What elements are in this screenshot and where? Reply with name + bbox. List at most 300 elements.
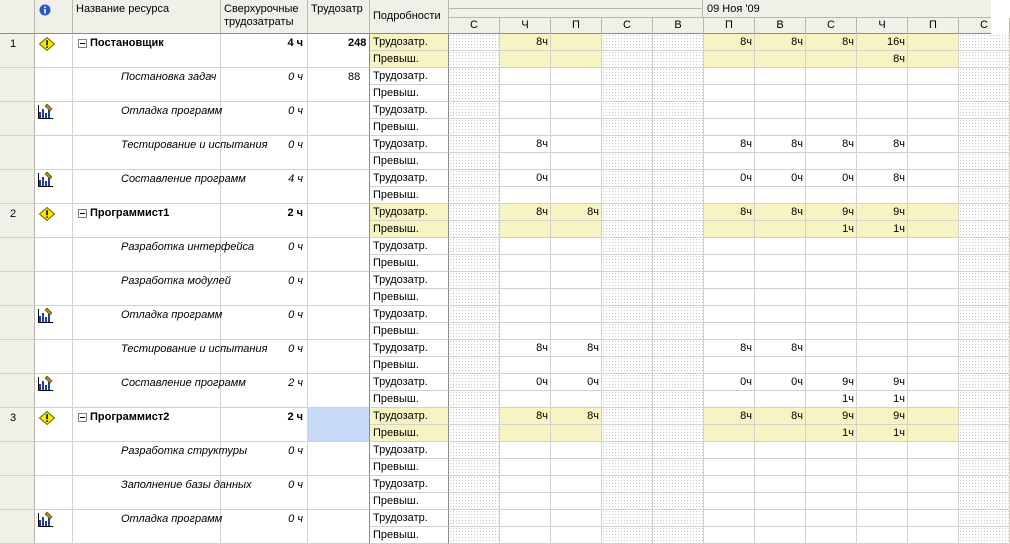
resource-name-cell[interactable] xyxy=(73,136,268,170)
timephased-cell[interactable] xyxy=(908,289,959,306)
row-number[interactable] xyxy=(0,442,35,476)
timephased-cell[interactable] xyxy=(755,289,806,306)
overtime-cell[interactable]: 0 ч xyxy=(221,102,308,136)
timephased-cell[interactable] xyxy=(602,476,653,493)
indicator-cell[interactable] xyxy=(35,34,73,68)
indicator-cell[interactable] xyxy=(35,272,73,306)
resource-name-cell[interactable] xyxy=(73,442,248,476)
timephased-cell[interactable] xyxy=(755,510,806,527)
resource-name-cell[interactable] xyxy=(73,510,221,544)
timephased-cell[interactable] xyxy=(857,493,908,510)
timephased-cell[interactable]: 1ч xyxy=(857,425,908,442)
resource-name-cell[interactable] xyxy=(73,374,246,408)
timephased-cell[interactable] xyxy=(857,340,908,357)
timephased-cell[interactable] xyxy=(551,102,602,119)
timephased-cell[interactable] xyxy=(551,323,602,340)
timephased-cell[interactable] xyxy=(806,51,857,68)
timephased-cell[interactable] xyxy=(755,493,806,510)
timephased-cell[interactable]: 8ч xyxy=(500,136,551,153)
indicator-cell[interactable] xyxy=(35,374,73,408)
timephased-cell[interactable] xyxy=(857,476,908,493)
timephased-cell[interactable] xyxy=(908,357,959,374)
timephased-cell[interactable] xyxy=(704,187,755,204)
timephased-cell[interactable] xyxy=(704,306,755,323)
timephased-cell[interactable] xyxy=(857,68,908,85)
resource-name-cell[interactable] xyxy=(73,204,221,238)
timephased-cell[interactable] xyxy=(449,102,500,119)
timephased-cell[interactable] xyxy=(806,340,857,357)
timephased-cell[interactable] xyxy=(908,102,959,119)
timephased-cell[interactable] xyxy=(908,527,959,544)
timephased-cell[interactable]: 9ч xyxy=(806,374,857,391)
timephased-cell[interactable] xyxy=(908,391,959,408)
timephased-cell[interactable] xyxy=(908,170,959,187)
indicator-cell[interactable] xyxy=(35,340,73,374)
timephased-cell[interactable]: 9ч xyxy=(857,374,908,391)
timephased-cell[interactable] xyxy=(704,68,755,85)
timephased-cell[interactable] xyxy=(653,340,704,357)
row-number[interactable] xyxy=(0,306,35,340)
work-cell[interactable] xyxy=(308,442,370,476)
work-cell[interactable] xyxy=(308,374,370,408)
timephased-cell[interactable] xyxy=(551,51,602,68)
timephased-cell[interactable] xyxy=(908,510,959,527)
row-number[interactable] xyxy=(0,476,35,510)
overtime-cell[interactable]: 0 ч xyxy=(221,510,308,544)
timephased-cell[interactable] xyxy=(908,221,959,238)
timephased-cell[interactable] xyxy=(857,255,908,272)
timephased-cell[interactable] xyxy=(806,493,857,510)
timephased-cell[interactable] xyxy=(500,527,551,544)
timephased-cell[interactable] xyxy=(449,459,500,476)
timephased-cell[interactable] xyxy=(500,391,551,408)
header-indicators[interactable] xyxy=(35,0,73,34)
timephased-cell[interactable] xyxy=(653,204,704,221)
timephased-cell[interactable] xyxy=(653,323,704,340)
timephased-cell[interactable] xyxy=(551,34,602,51)
timephased-cell[interactable] xyxy=(908,476,959,493)
timephased-cell[interactable] xyxy=(551,68,602,85)
timephased-cell[interactable] xyxy=(653,238,704,255)
timephased-cell[interactable] xyxy=(551,442,602,459)
timephased-cell[interactable] xyxy=(449,374,500,391)
timephased-cell[interactable] xyxy=(908,238,959,255)
timephased-cell[interactable] xyxy=(959,306,1010,323)
timephased-cell[interactable] xyxy=(704,357,755,374)
timephased-cell[interactable]: 8ч xyxy=(806,34,857,51)
indicator-cell[interactable] xyxy=(35,442,73,476)
timephased-cell[interactable] xyxy=(551,357,602,374)
timephased-cell[interactable] xyxy=(500,68,551,85)
timephased-cell[interactable] xyxy=(806,306,857,323)
timephased-cell[interactable] xyxy=(449,51,500,68)
timephased-cell[interactable] xyxy=(653,136,704,153)
timephased-cell[interactable] xyxy=(449,85,500,102)
timephased-cell[interactable] xyxy=(755,357,806,374)
timephased-cell[interactable] xyxy=(449,323,500,340)
timephased-cell[interactable]: 8ч xyxy=(755,34,806,51)
timephased-cell[interactable] xyxy=(908,204,959,221)
indicator-cell[interactable] xyxy=(35,476,73,510)
timephased-cell[interactable] xyxy=(653,187,704,204)
timephased-cell[interactable] xyxy=(959,136,1010,153)
timephased-cell[interactable] xyxy=(551,153,602,170)
overtime-cell[interactable]: 0 ч xyxy=(221,442,308,476)
timephased-cell[interactable] xyxy=(449,476,500,493)
timephased-cell[interactable] xyxy=(449,510,500,527)
timephased-cell[interactable] xyxy=(653,493,704,510)
timephased-cell[interactable] xyxy=(704,527,755,544)
resource-name-cell[interactable] xyxy=(73,34,221,68)
timephased-cell[interactable] xyxy=(704,459,755,476)
timephased-cell[interactable] xyxy=(602,391,653,408)
timephased-cell[interactable] xyxy=(908,442,959,459)
timephased-cell[interactable] xyxy=(602,34,653,51)
resource-name-cell[interactable] xyxy=(73,170,246,204)
timephased-cell[interactable] xyxy=(857,527,908,544)
timephased-cell[interactable]: 8ч xyxy=(551,340,602,357)
timephased-cell[interactable] xyxy=(653,221,704,238)
row-number[interactable]: 3 xyxy=(0,408,35,442)
resource-name-cell[interactable] xyxy=(73,306,221,340)
timephased-cell[interactable]: 16ч xyxy=(857,34,908,51)
timephased-cell[interactable] xyxy=(857,459,908,476)
timephased-cell[interactable] xyxy=(755,527,806,544)
timephased-cell[interactable]: 0ч xyxy=(806,170,857,187)
timephased-cell[interactable]: 0ч xyxy=(755,374,806,391)
timephased-cell[interactable]: 8ч xyxy=(755,408,806,425)
timephased-cell[interactable] xyxy=(551,119,602,136)
collapse-button[interactable] xyxy=(78,39,87,48)
timephased-cell[interactable] xyxy=(449,442,500,459)
overtime-cell[interactable]: 4 ч xyxy=(221,170,308,204)
work-cell[interactable] xyxy=(308,102,370,136)
timephased-cell[interactable] xyxy=(551,459,602,476)
row-number[interactable] xyxy=(0,238,35,272)
timephased-cell[interactable] xyxy=(653,85,704,102)
timephased-cell[interactable] xyxy=(449,34,500,51)
timephased-cell[interactable] xyxy=(755,85,806,102)
resource-name-cell[interactable] xyxy=(73,340,268,374)
timephased-cell[interactable] xyxy=(908,340,959,357)
timephased-cell[interactable] xyxy=(653,357,704,374)
timephased-cell[interactable] xyxy=(500,510,551,527)
timephased-cell[interactable] xyxy=(806,85,857,102)
timephased-cell[interactable] xyxy=(857,153,908,170)
timephased-cell[interactable] xyxy=(449,272,500,289)
timephased-cell[interactable] xyxy=(959,102,1010,119)
timephased-cell[interactable]: 8ч xyxy=(704,204,755,221)
timephased-cell[interactable] xyxy=(704,272,755,289)
timephased-cell[interactable] xyxy=(908,136,959,153)
timephased-cell[interactable] xyxy=(602,204,653,221)
timephased-cell[interactable] xyxy=(602,136,653,153)
overtime-cell[interactable]: 0 ч xyxy=(221,272,308,306)
timephased-cell[interactable] xyxy=(500,306,551,323)
timephased-cell[interactable] xyxy=(653,68,704,85)
timephased-cell[interactable] xyxy=(602,374,653,391)
overtime-cell[interactable]: 4 ч xyxy=(221,34,308,68)
timephased-cell[interactable] xyxy=(857,119,908,136)
timephased-cell[interactable] xyxy=(449,493,500,510)
work-cell[interactable]: 248 xyxy=(308,34,370,68)
timephased-cell[interactable]: 1ч xyxy=(857,391,908,408)
timephased-cell[interactable] xyxy=(500,51,551,68)
timephased-cell[interactable] xyxy=(653,476,704,493)
indicator-cell[interactable] xyxy=(35,408,73,442)
timephased-cell[interactable] xyxy=(755,323,806,340)
timephased-cell[interactable] xyxy=(755,238,806,255)
timephased-cell[interactable]: 9ч xyxy=(857,408,908,425)
timephased-cell[interactable] xyxy=(449,221,500,238)
work-cell[interactable] xyxy=(308,476,370,510)
timephased-cell[interactable] xyxy=(602,459,653,476)
timephased-cell[interactable] xyxy=(653,272,704,289)
resource-name-cell[interactable] xyxy=(73,272,231,306)
timephased-cell[interactable] xyxy=(500,272,551,289)
timephased-cell[interactable] xyxy=(959,323,1010,340)
row-number[interactable] xyxy=(0,374,35,408)
header-resource-name[interactable] xyxy=(73,0,221,34)
timephased-cell[interactable] xyxy=(908,255,959,272)
timephased-cell[interactable] xyxy=(959,442,1010,459)
timephased-cell[interactable] xyxy=(653,170,704,187)
timephased-cell[interactable] xyxy=(908,323,959,340)
timephased-cell[interactable] xyxy=(602,442,653,459)
resource-name-cell[interactable] xyxy=(73,408,221,442)
timephased-cell[interactable] xyxy=(500,119,551,136)
work-cell[interactable] xyxy=(308,170,370,204)
timephased-cell[interactable] xyxy=(449,68,500,85)
timephased-cell[interactable]: 1ч xyxy=(806,391,857,408)
timephased-cell[interactable] xyxy=(755,272,806,289)
timephased-cell[interactable] xyxy=(449,119,500,136)
timephased-cell[interactable] xyxy=(551,136,602,153)
timephased-cell[interactable] xyxy=(959,119,1010,136)
timephased-cell[interactable] xyxy=(551,255,602,272)
timephased-cell[interactable] xyxy=(755,119,806,136)
work-cell[interactable] xyxy=(308,340,370,374)
timephased-cell[interactable] xyxy=(602,187,653,204)
timephased-cell[interactable] xyxy=(500,187,551,204)
timephased-cell[interactable] xyxy=(500,153,551,170)
timephased-cell[interactable] xyxy=(449,170,500,187)
indicator-cell[interactable] xyxy=(35,510,73,544)
timephased-cell[interactable] xyxy=(959,340,1010,357)
timephased-cell[interactable]: 8ч xyxy=(500,408,551,425)
timephased-cell[interactable]: 8ч xyxy=(500,34,551,51)
timephased-cell[interactable] xyxy=(704,425,755,442)
timephased-cell[interactable] xyxy=(806,442,857,459)
timephased-cell[interactable] xyxy=(908,493,959,510)
timephased-cell[interactable] xyxy=(551,272,602,289)
timephased-cell[interactable] xyxy=(653,510,704,527)
timephased-cell[interactable] xyxy=(959,51,1010,68)
timephased-cell[interactable] xyxy=(755,425,806,442)
header-details[interactable] xyxy=(370,0,449,34)
timephased-cell[interactable] xyxy=(959,289,1010,306)
timephased-cell[interactable] xyxy=(653,391,704,408)
timephased-cell[interactable] xyxy=(602,119,653,136)
timephased-cell[interactable] xyxy=(959,459,1010,476)
indicator-cell[interactable] xyxy=(35,136,73,170)
timephased-cell[interactable] xyxy=(602,51,653,68)
timephased-cell[interactable] xyxy=(806,238,857,255)
timephased-cell[interactable]: 8ч xyxy=(755,204,806,221)
overtime-cell[interactable]: 0 ч xyxy=(221,306,308,340)
timephased-cell[interactable] xyxy=(602,527,653,544)
timephased-cell[interactable] xyxy=(449,187,500,204)
timephased-cell[interactable] xyxy=(959,476,1010,493)
timephased-cell[interactable] xyxy=(704,51,755,68)
indicator-cell[interactable] xyxy=(35,306,73,340)
timephased-cell[interactable] xyxy=(500,357,551,374)
timephased-cell[interactable] xyxy=(908,51,959,68)
timephased-cell[interactable] xyxy=(857,289,908,306)
resource-name-cell[interactable] xyxy=(73,68,221,102)
timephased-cell[interactable] xyxy=(449,136,500,153)
work-cell[interactable] xyxy=(308,306,370,340)
timephased-cell[interactable]: 8ч xyxy=(755,340,806,357)
timephased-cell[interactable] xyxy=(908,68,959,85)
row-number[interactable] xyxy=(0,68,35,102)
timephased-cell[interactable] xyxy=(806,289,857,306)
row-number[interactable] xyxy=(0,272,35,306)
timephased-cell[interactable] xyxy=(602,68,653,85)
timephased-cell[interactable] xyxy=(806,68,857,85)
row-number[interactable] xyxy=(0,510,35,544)
timephased-cell[interactable] xyxy=(806,527,857,544)
timephased-cell[interactable] xyxy=(857,238,908,255)
timephased-cell[interactable] xyxy=(602,289,653,306)
timephased-cell[interactable] xyxy=(704,102,755,119)
timephased-cell[interactable] xyxy=(602,323,653,340)
timephased-cell[interactable] xyxy=(908,119,959,136)
timephased-cell[interactable] xyxy=(500,238,551,255)
timephased-cell[interactable]: 8ч xyxy=(857,170,908,187)
work-cell[interactable] xyxy=(308,408,370,442)
timephased-cell[interactable] xyxy=(755,476,806,493)
timephased-cell[interactable] xyxy=(449,340,500,357)
timephased-cell[interactable] xyxy=(959,34,1010,51)
overtime-cell[interactable]: 0 ч xyxy=(221,340,308,374)
timephased-cell[interactable] xyxy=(551,238,602,255)
timephased-cell[interactable]: 9ч xyxy=(806,204,857,221)
timephased-cell[interactable] xyxy=(959,85,1010,102)
timephased-cell[interactable] xyxy=(653,289,704,306)
timephased-cell[interactable] xyxy=(959,391,1010,408)
timephased-cell[interactable] xyxy=(857,323,908,340)
timephased-cell[interactable] xyxy=(653,306,704,323)
timephased-cell[interactable] xyxy=(857,357,908,374)
timephased-cell[interactable] xyxy=(602,238,653,255)
timephased-cell[interactable] xyxy=(959,408,1010,425)
timephased-cell[interactable] xyxy=(653,119,704,136)
timephased-cell[interactable] xyxy=(959,187,1010,204)
timephased-cell[interactable] xyxy=(704,255,755,272)
timephased-cell[interactable] xyxy=(959,510,1010,527)
timephased-cell[interactable] xyxy=(449,425,500,442)
timephased-cell[interactable] xyxy=(500,255,551,272)
timephased-cell[interactable] xyxy=(959,255,1010,272)
timephased-cell[interactable] xyxy=(653,459,704,476)
timephased-cell[interactable] xyxy=(755,153,806,170)
timephased-cell[interactable] xyxy=(704,153,755,170)
timephased-cell[interactable] xyxy=(704,323,755,340)
resource-name-cell[interactable] xyxy=(73,238,255,272)
timephased-cell[interactable] xyxy=(551,391,602,408)
timephased-cell[interactable] xyxy=(500,493,551,510)
timephased-cell[interactable] xyxy=(857,306,908,323)
timephased-cell[interactable] xyxy=(806,357,857,374)
timephased-cell[interactable] xyxy=(449,238,500,255)
overtime-cell[interactable]: 2 ч xyxy=(221,374,308,408)
work-cell[interactable] xyxy=(308,136,370,170)
timephased-cell[interactable] xyxy=(806,459,857,476)
timephased-cell[interactable] xyxy=(959,238,1010,255)
timephased-cell[interactable] xyxy=(806,119,857,136)
timephased-cell[interactable] xyxy=(755,255,806,272)
timephased-cell[interactable] xyxy=(704,85,755,102)
timephased-cell[interactable]: 0ч xyxy=(551,374,602,391)
timephased-cell[interactable]: 8ч xyxy=(806,136,857,153)
timephased-cell[interactable] xyxy=(755,221,806,238)
timephased-cell[interactable] xyxy=(755,306,806,323)
timephased-cell[interactable] xyxy=(908,187,959,204)
timephased-cell[interactable] xyxy=(602,272,653,289)
timephased-cell[interactable] xyxy=(602,425,653,442)
timephased-cell[interactable] xyxy=(959,493,1010,510)
timephased-cell[interactable] xyxy=(653,51,704,68)
indicator-cell[interactable] xyxy=(35,204,73,238)
timephased-cell[interactable] xyxy=(602,255,653,272)
timephased-cell[interactable] xyxy=(857,102,908,119)
overtime-cell[interactable]: 0 ч xyxy=(221,238,308,272)
timephased-cell[interactable] xyxy=(500,459,551,476)
row-number[interactable]: 2 xyxy=(0,204,35,238)
timephased-cell[interactable] xyxy=(602,85,653,102)
timephased-cell[interactable]: 0ч xyxy=(500,374,551,391)
timephased-cell[interactable] xyxy=(551,425,602,442)
timephased-cell[interactable] xyxy=(959,527,1010,544)
timephased-cell[interactable]: 8ч xyxy=(755,136,806,153)
timephased-cell[interactable] xyxy=(959,374,1010,391)
timephased-cell[interactable] xyxy=(806,187,857,204)
timephased-cell[interactable] xyxy=(449,357,500,374)
timephased-cell[interactable] xyxy=(806,510,857,527)
timephased-cell[interactable] xyxy=(551,187,602,204)
timephased-cell[interactable] xyxy=(653,527,704,544)
timephased-cell[interactable]: 8ч xyxy=(857,51,908,68)
work-cell[interactable] xyxy=(308,204,370,238)
row-number[interactable]: 1 xyxy=(0,34,35,68)
row-number[interactable] xyxy=(0,340,35,374)
timephased-cell[interactable] xyxy=(602,340,653,357)
timephased-cell[interactable] xyxy=(704,493,755,510)
timephased-cell[interactable] xyxy=(755,51,806,68)
timephased-cell[interactable] xyxy=(551,510,602,527)
timephased-cell[interactable] xyxy=(602,102,653,119)
row-number[interactable] xyxy=(0,170,35,204)
timephased-cell[interactable] xyxy=(908,459,959,476)
timephased-cell[interactable] xyxy=(908,153,959,170)
timephased-cell[interactable] xyxy=(857,85,908,102)
timephased-cell[interactable] xyxy=(602,357,653,374)
timephased-cell[interactable] xyxy=(500,85,551,102)
timephased-cell[interactable] xyxy=(806,476,857,493)
work-cell[interactable] xyxy=(308,510,370,544)
timephased-cell[interactable] xyxy=(551,493,602,510)
